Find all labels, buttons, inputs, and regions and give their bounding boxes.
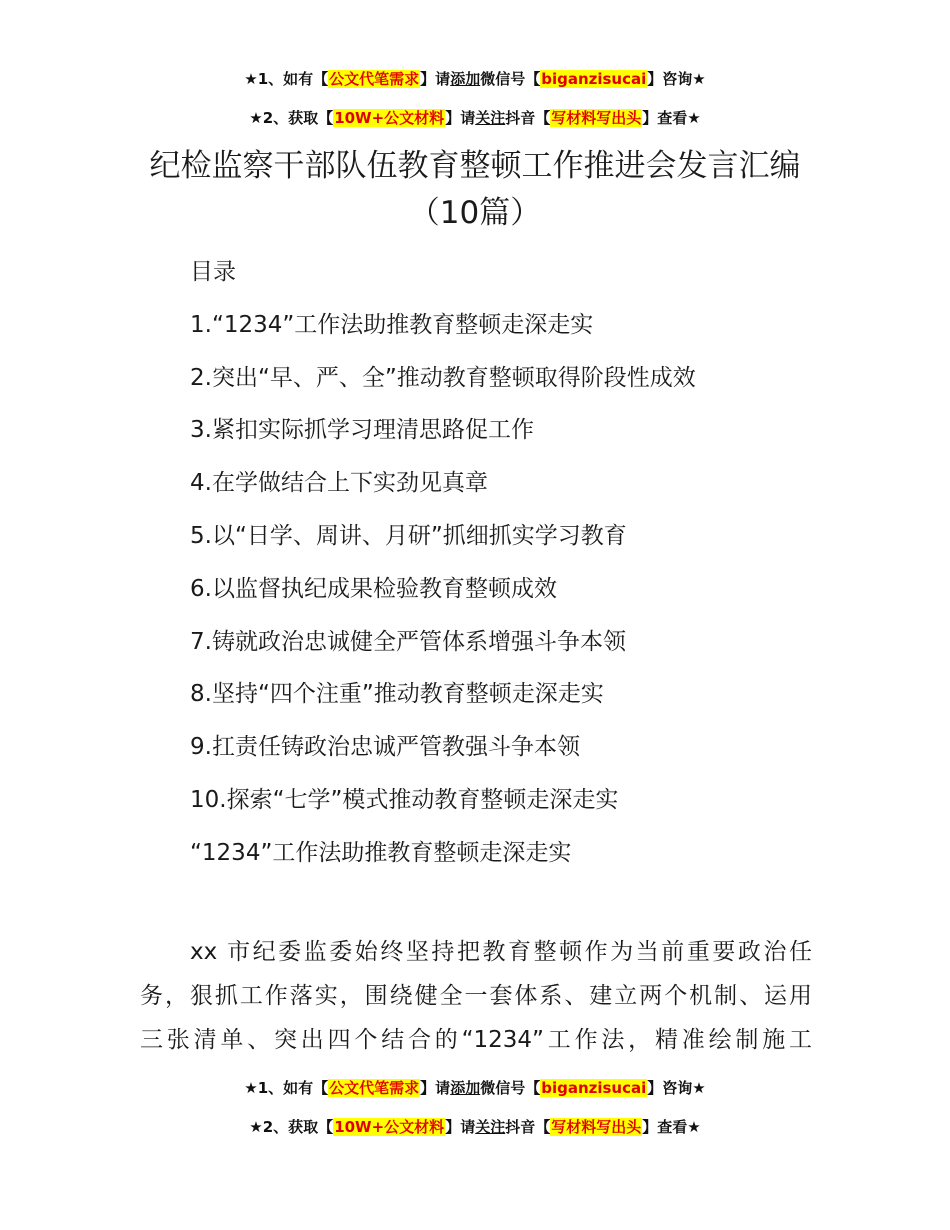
promo-text: 】查看★: [642, 1118, 701, 1136]
promo-douyin-id: 写材料写出头: [551, 1118, 642, 1136]
promo-douyin-id: 写材料写出头: [551, 109, 642, 127]
promo-underlined-text: 添加: [450, 1079, 481, 1097]
section-title: “1234”工作法助推教育整顿走深走实: [190, 839, 572, 866]
promo-text: 】咨询★: [647, 1079, 706, 1097]
toc-item: 1.“1234”工作法助推教育整顿走深走实: [190, 311, 594, 338]
promo-text: ★2、获取【: [249, 109, 334, 127]
promo-text: ★2、获取【: [249, 1118, 334, 1136]
toc-item: 3.紧扣实际抓学习理清思路促工作: [190, 417, 534, 444]
promo-highlight: 10W+公文材料: [334, 1118, 445, 1136]
paragraph-line: 三张清单、突出四个结合的“1234”工作法，精准绘制施工: [140, 1027, 812, 1053]
body-paragraph: [140, 930, 812, 1062]
promo-text: 微信号【: [480, 70, 541, 88]
toc-item: 10.探索“七学”模式推动教育整顿走深走实: [190, 786, 619, 813]
header-promo-line-2: [0, 107, 950, 128]
promo-wechat-id: biganzisucai: [541, 70, 647, 88]
promo-highlight: 公文代笔需求: [329, 70, 420, 88]
promo-text: 抖音【: [505, 1118, 551, 1136]
footer-promo-line-1: [0, 1077, 950, 1098]
promo-wechat-id: biganzisucai: [541, 1079, 647, 1097]
document-title: 纪检监察干部队伍教育整顿工作推进会发言汇编（10篇）: [149, 148, 801, 231]
toc-item: 8.坚持“四个注重”推动教育整顿走深走实: [190, 681, 604, 708]
promo-text: 】请: [420, 70, 451, 88]
promo-text: ★1、如有【: [244, 1079, 329, 1097]
promo-text: 】咨询★: [647, 70, 706, 88]
promo-underlined-text: 添加: [450, 70, 481, 88]
promo-text: 】请: [445, 1118, 476, 1136]
toc-item: 6.以监督执纪成果检验教育整顿成效: [190, 575, 557, 602]
header-promo-line-1: [0, 68, 950, 89]
promo-text: 抖音【: [505, 109, 551, 127]
promo-highlight: 10W+公文材料: [334, 109, 445, 127]
toc-item: 4.在学做结合上下实劲见真章: [190, 470, 488, 497]
promo-underlined-text: 关注: [475, 109, 506, 127]
toc-item: 9.扛责任铸政治忠诚严管教强斗争本领: [190, 734, 580, 761]
toc-item: 5.以“日学、周讲、月研”抓细抓实学习教育: [190, 522, 627, 549]
promo-text: 】请: [445, 109, 476, 127]
toc-item: 2.突出“早、严、全”推动教育整顿取得阶段性成效: [190, 364, 696, 391]
promo-text: 】查看★: [642, 109, 701, 127]
promo-text: ★1、如有【: [244, 70, 329, 88]
promo-highlight: 公文代笔需求: [329, 1079, 420, 1097]
promo-underlined-text: 关注: [475, 1118, 506, 1136]
toc-heading: 目录: [190, 259, 236, 285]
toc-item: 7.铸就政治忠诚健全严管体系增强斗争本领: [190, 628, 626, 655]
footer-promo-line-2: [0, 1116, 950, 1137]
table-of-contents: [190, 246, 890, 880]
promo-text: 】请: [420, 1079, 451, 1097]
paragraph-line: xx 市纪委监委始终坚持把教育整顿作为当前重要政治任: [190, 939, 812, 965]
paragraph-line: 务，狠抓工作落实，围绕健全一套体系、建立两个机制、运用: [140, 983, 812, 1009]
promo-text: 微信号【: [480, 1079, 541, 1097]
